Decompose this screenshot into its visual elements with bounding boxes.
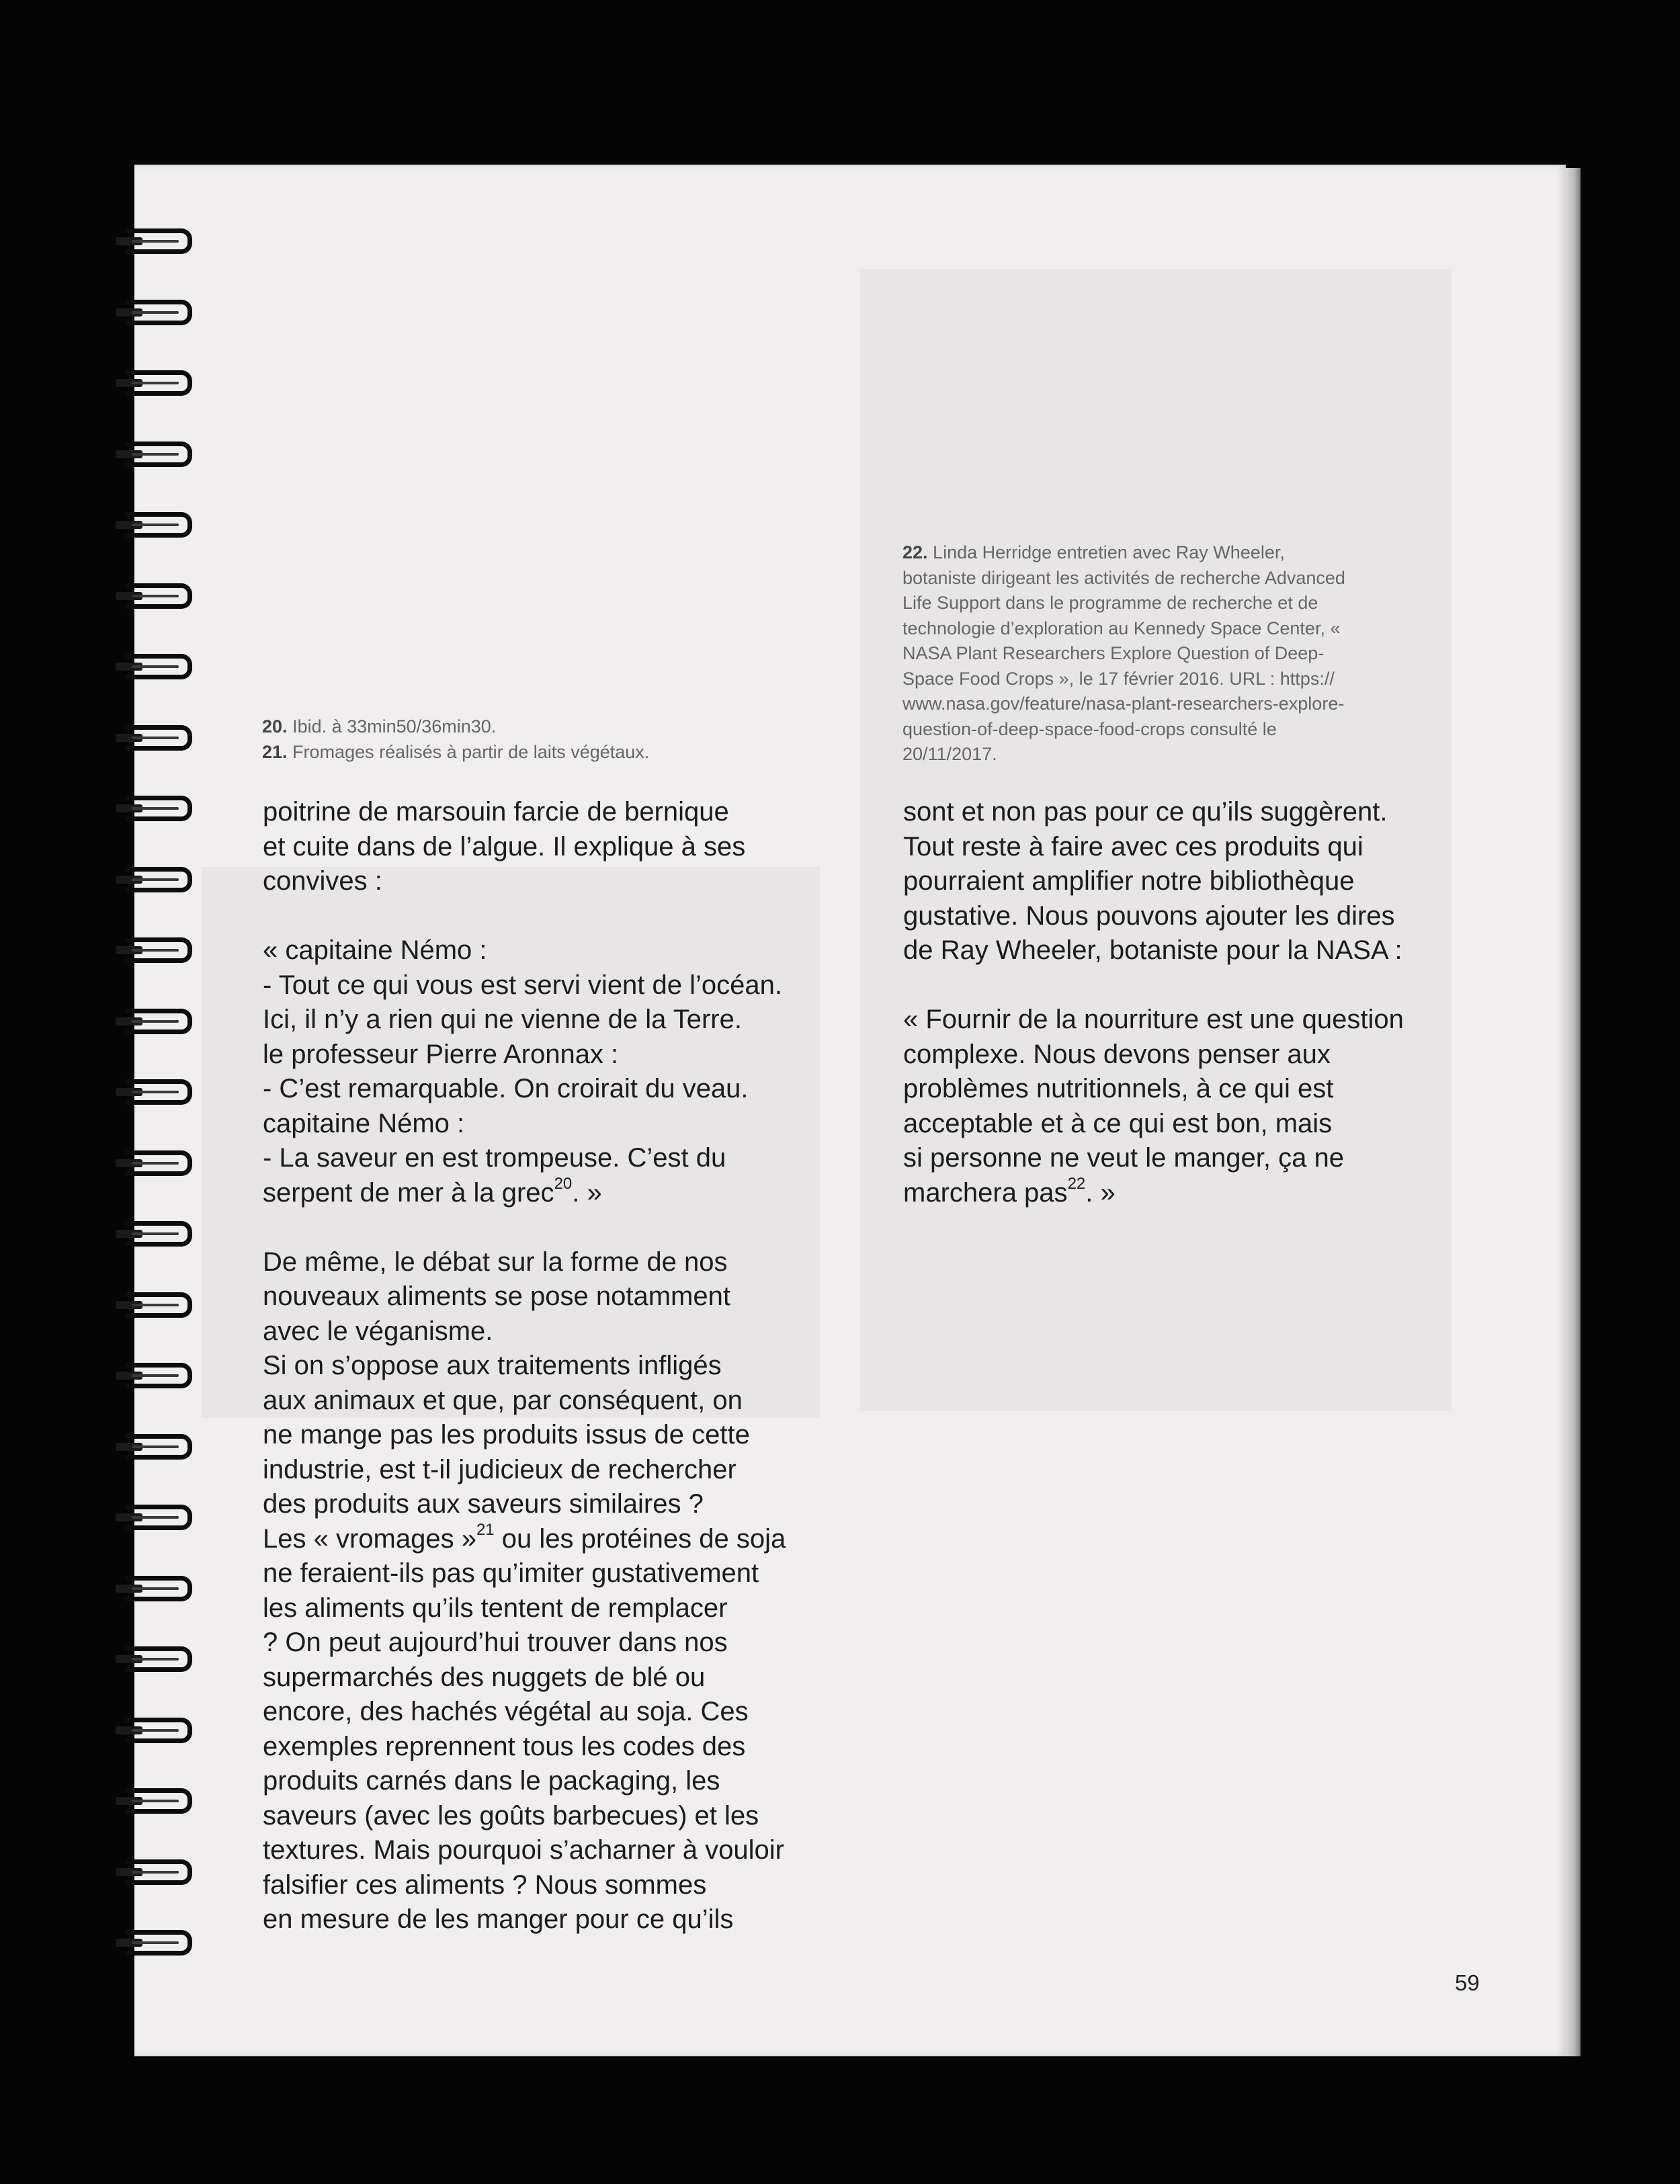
text-line [263, 1522, 786, 1557]
binding-ring [125, 725, 192, 751]
binding-ring [125, 1646, 192, 1672]
footnote-line: Space Food Crops », le 17 février 2016. URL : https:// [902, 668, 1335, 689]
paragraph-gap [263, 899, 786, 934]
text-line: sont et non pas pour ce qu’ils suggèrent. [903, 797, 1388, 827]
binding-ring [125, 796, 192, 821]
footnote-line [902, 540, 1345, 566]
binding-ring [125, 1079, 192, 1105]
text-line: nouveaux aliments se pose notamment [263, 1282, 730, 1311]
text-line: falsifier ces aliments ? Nous sommes [263, 1870, 707, 1900]
footnote-line: technologie d’exploration au Kennedy Space Center, « [902, 618, 1341, 638]
footnote-ref: 21 [476, 1521, 495, 1540]
text-line: complexe. Nous devons penser aux [903, 1039, 1331, 1069]
footnote-line: NASA Plant Researchers Explore Question of Deep- [902, 643, 1325, 663]
paragraph-gap [903, 968, 1404, 1003]
text-line: poitrine de marsouin farcie de bernique [263, 797, 729, 827]
binding-ring [125, 1718, 192, 1743]
binding-ring [125, 654, 192, 679]
text-line: de Ray Wheeler, botaniste pour la NASA : [903, 935, 1402, 965]
text-line [903, 1176, 1404, 1211]
text-fragment: marchera pas [903, 1177, 1068, 1208]
text-line: « capitaine Némo : [263, 935, 487, 965]
text-line: - C’est remarquable. On croirait du veau. [263, 1074, 749, 1103]
text-line: ne feraient-ils pas qu’imiter gustativement [263, 1558, 759, 1588]
binding-ring [125, 1150, 192, 1176]
binding-ring [125, 300, 192, 325]
text-fragment: serpent de mer à la grec [263, 1177, 554, 1208]
text-line: De même, le débat sur la forme de nos [263, 1247, 728, 1277]
page-edge [1566, 168, 1581, 2056]
binding-ring [125, 1292, 192, 1318]
left-column [263, 795, 786, 1937]
binding-ring [125, 512, 192, 538]
text-fragment: . » [572, 1177, 602, 1208]
text-fragment: Les « vromages » [263, 1523, 476, 1554]
binding-ring [125, 442, 192, 467]
text-line: « Fournir de la nourriture est une question [903, 1005, 1404, 1034]
binding-ring [125, 583, 192, 609]
footnote-number: 20. [262, 716, 288, 737]
text-line: Tout reste à faire avec ces produits qui [903, 831, 1363, 862]
footnote-text: Linda Herridge entretien avec Ray Wheeler, [927, 542, 1285, 562]
text-line: les aliments qu’ils tentent de remplacer [263, 1593, 728, 1623]
text-fragment: . » [1085, 1177, 1116, 1208]
footnote-20 [262, 714, 649, 740]
binding-ring [125, 228, 192, 254]
text-line: le professeur Pierre Aronnax : [263, 1039, 619, 1069]
footnote-number: 21. [262, 741, 288, 762]
footnote-ref: 20 [554, 1175, 573, 1193]
text-line: supermarchés des nuggets de blé ou [263, 1662, 706, 1692]
text-line: - La saveur en est trompeuse. C’est du [263, 1143, 726, 1173]
binding-ring [125, 937, 192, 963]
text-line: encore, des hachés végétal au soja. Ces [263, 1697, 749, 1726]
text-line: - Tout ce qui vous est servi vient de l’océan. [263, 970, 783, 1000]
text-line: capitaine Némo : [263, 1108, 465, 1138]
binding-ring [125, 867, 192, 892]
binding-ring [125, 370, 192, 396]
right-column [903, 795, 1404, 1210]
text-line: ? On peut aujourd’hui trouver dans nos [263, 1628, 728, 1657]
binding-ring [125, 1363, 192, 1388]
text-fragment: ou les protéines de soja [494, 1523, 786, 1554]
text-line: Si on s’oppose aux traitements infligés [263, 1351, 722, 1380]
footnote-ref: 22 [1067, 1175, 1086, 1193]
footnote-21 [262, 740, 649, 765]
text-line: convives : [263, 866, 382, 896]
text-line: problèmes nutritionnels, à ce qui est [903, 1074, 1334, 1103]
text-line: et cuite dans de l’algue. Il explique à ses [263, 831, 746, 862]
text-line: aux animaux et que, par conséquent, on [263, 1385, 743, 1415]
text-line: des produits aux saveurs similaires ? [263, 1489, 704, 1519]
footnote-line: question-of-deep-space-food-crops consulté le [902, 718, 1277, 739]
text-line: ne mange pas les produits issus de cette [263, 1420, 750, 1450]
text-line: produits carnés dans le packaging, les [263, 1766, 720, 1796]
footnote-line: Life Support dans le programme de recherche et de [902, 593, 1318, 613]
page-number: 59 [1455, 1970, 1480, 1995]
binding-ring [125, 1434, 192, 1460]
footnote-text: Fromages réalisés à partir de laits végétaux. [292, 741, 650, 762]
text-line: en mesure de les manger pour ce qu’ils [263, 1904, 734, 1934]
text-line: Ici, il n’y a rien qui ne vienne de la Terre. [263, 1005, 742, 1034]
text-line: gustative. Nous pouvons ajouter les dires [903, 900, 1395, 931]
binding-ring [125, 1859, 192, 1885]
footnotes-left [262, 714, 649, 765]
binding-ring [125, 1505, 192, 1530]
footnote-number: 22. [902, 542, 928, 562]
paragraph-gap [263, 1210, 786, 1245]
text-line [263, 1176, 786, 1211]
text-line: industrie, est t-il judicieux de rechercher [263, 1454, 737, 1484]
text-line: textures. Mais pourquoi s’acharner à vouloir [263, 1835, 784, 1865]
binding-ring [125, 1576, 192, 1601]
footnote-22 [902, 540, 1345, 767]
binding-ring [125, 1788, 192, 1814]
binding-ring [125, 1930, 192, 1956]
text-line: exemples reprennent tous les codes des [263, 1731, 746, 1761]
binding-ring [125, 1009, 192, 1034]
footnote-line: 20/11/2017. [902, 744, 997, 764]
footnote-line: www.nasa.gov/feature/nasa-plant-researchers-explore- [902, 694, 1345, 714]
text-line: pourraient amplifier notre bibliothèque [903, 866, 1355, 896]
text-line: si personne ne veut le manger, ça ne [903, 1143, 1344, 1173]
text-line: saveurs (avec les goûts barbecues) et les [263, 1800, 759, 1831]
footnote-line: botaniste dirigeant les activités de recherche Advanced [902, 567, 1345, 588]
text-line: acceptable et à ce qui est bon, mais [903, 1108, 1333, 1138]
binding-ring [125, 1221, 192, 1247]
text-line: avec le véganisme. [263, 1316, 493, 1346]
footnote-text: Ibid. à 33min50/36min30. [292, 716, 497, 737]
